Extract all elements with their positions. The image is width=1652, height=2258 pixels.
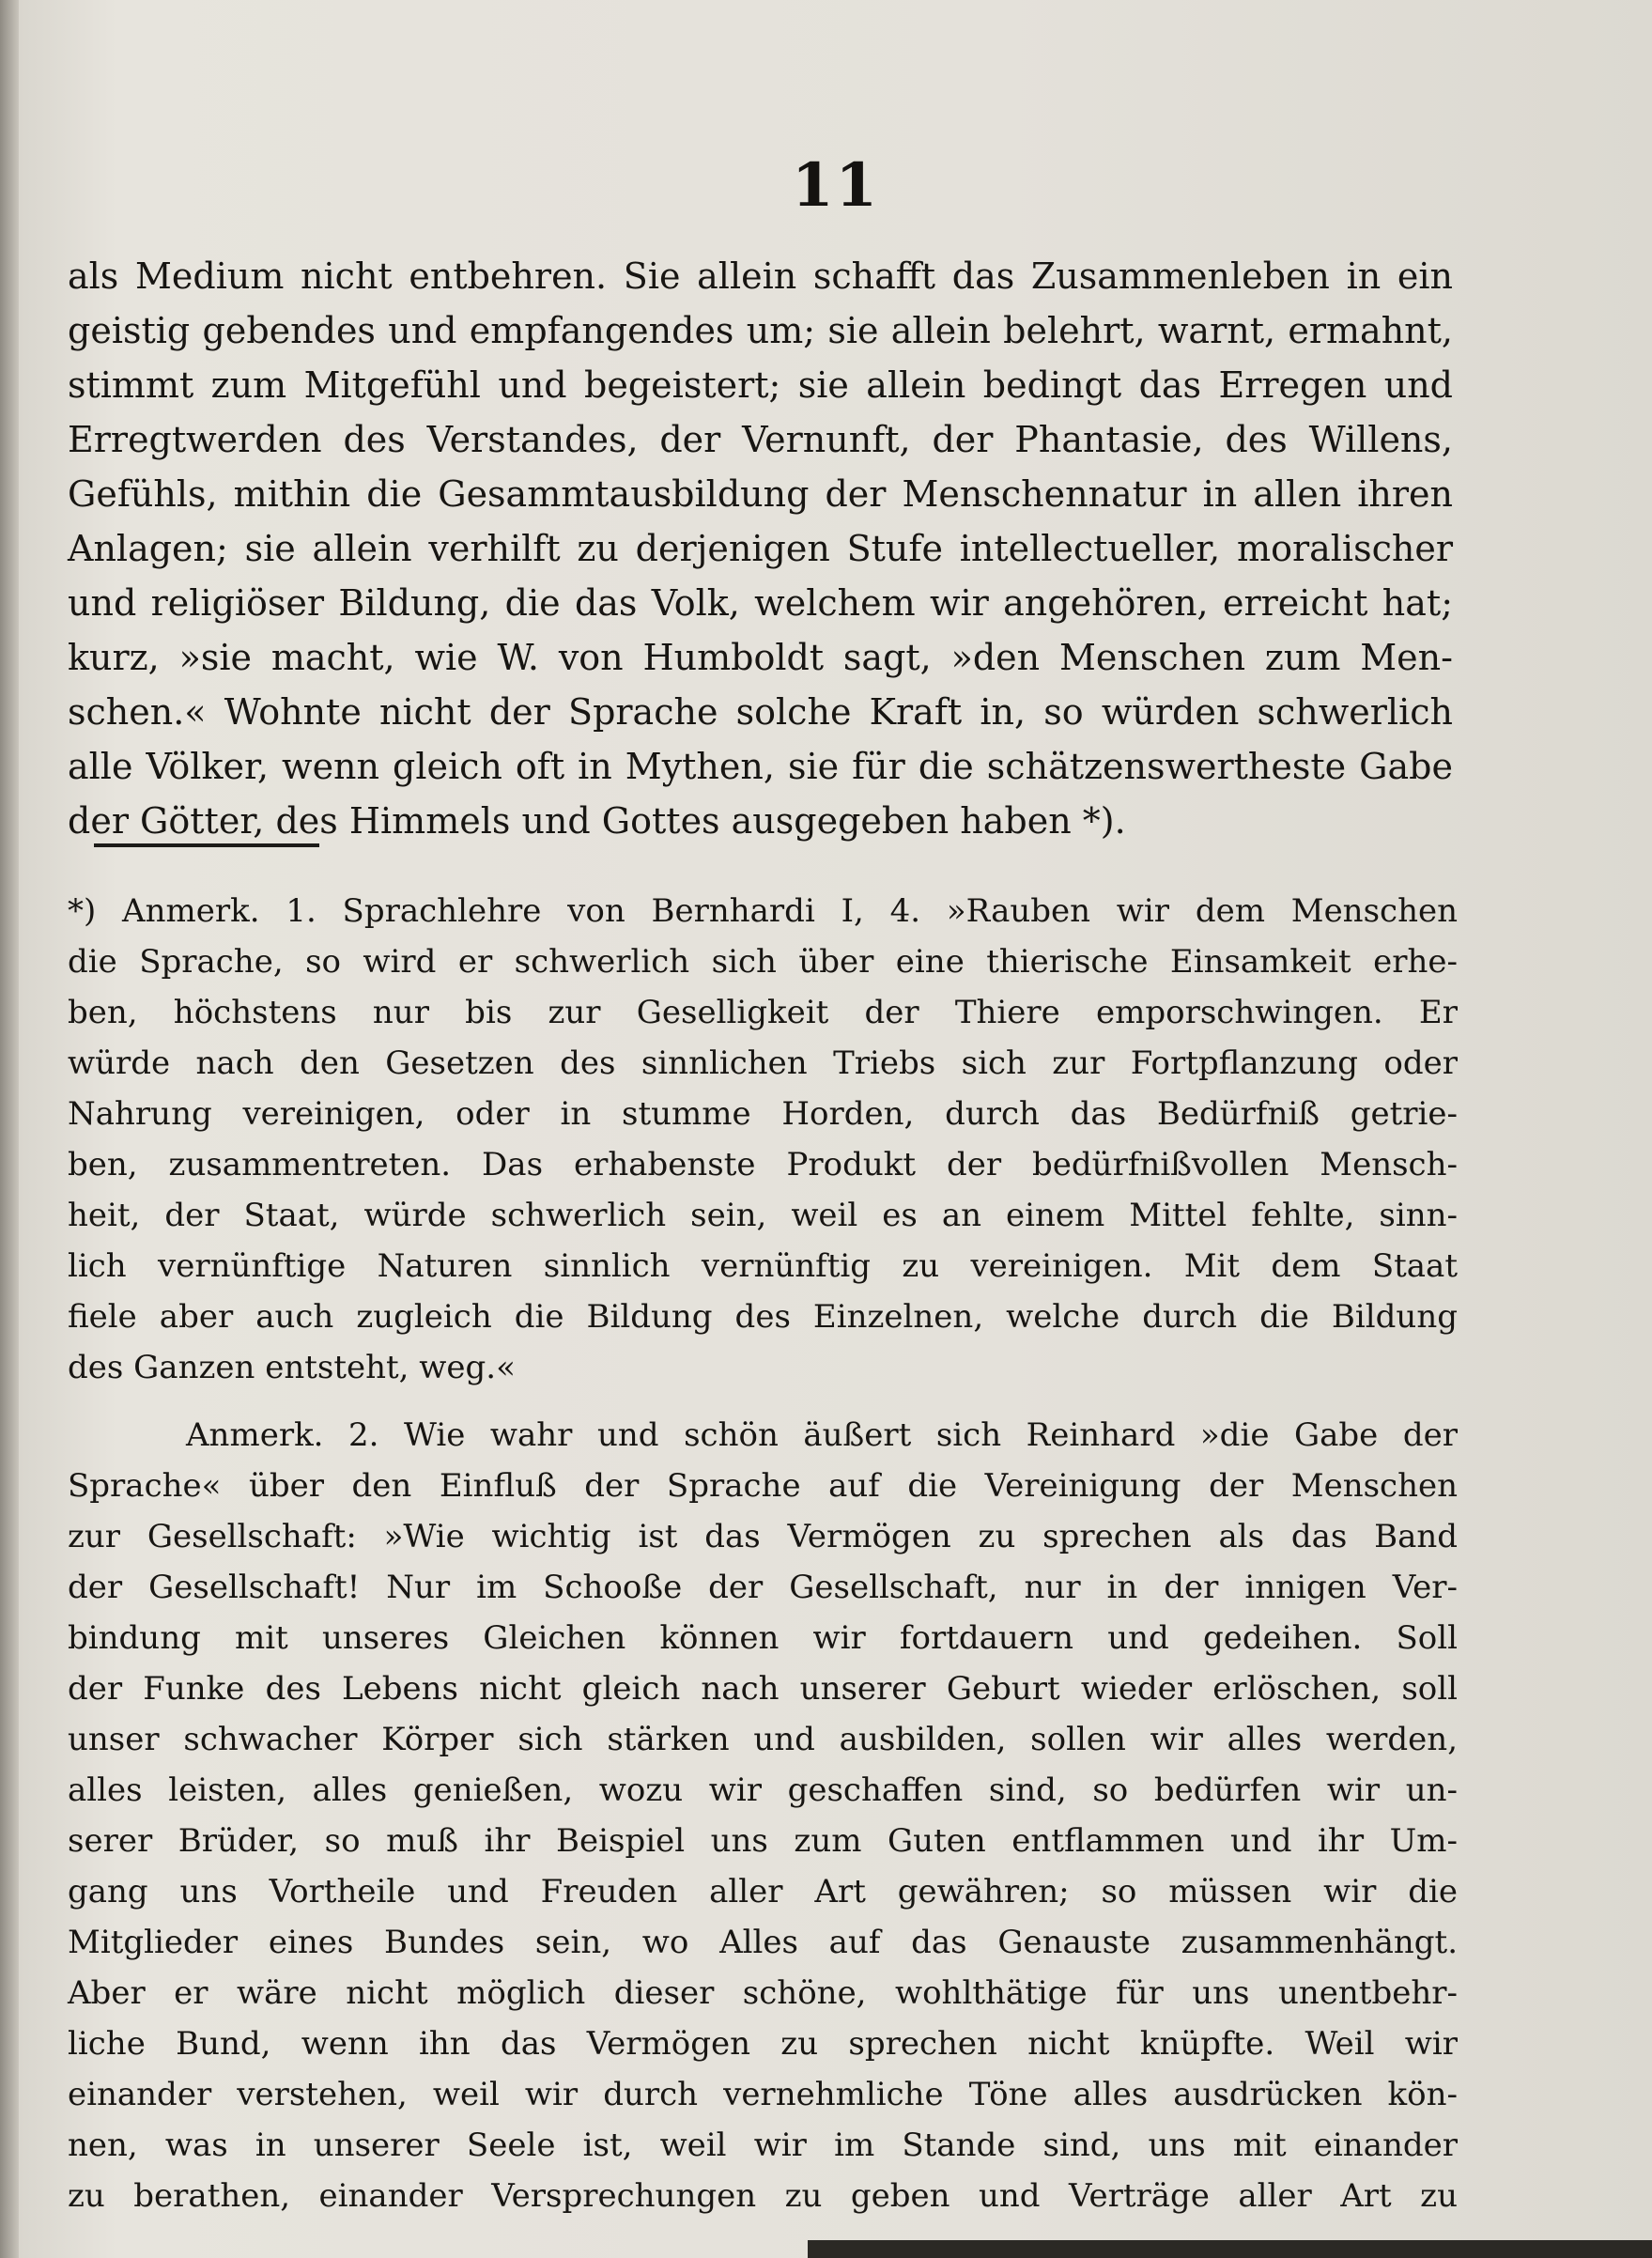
body-line: der Götter, des Himmels und Gottes ausgegeben haben *). [68,800,1126,842]
footnote-line: der Gesellschaft! Nur im Schooße der Gesellschaft, nur in der innigen Ver- [68,1569,1458,1606]
footnote-rule [94,843,319,847]
footnote-line: serer Brüder, so muß ihr Beispiel uns zum Guten entflammen und ihr Um- [68,1822,1458,1860]
footnote-line: Sprache« über den Einfluß der Sprache auf die Vereinigung der Menschen [68,1467,1458,1505]
footnote-line: Anmerk. 2. Wie wahr und schön äußert sich Reinhard »die Gabe der [186,1416,1458,1454]
body-line: schen.« Wohnte nicht der Sprache solche Kraft in, so würden schwerlich [68,691,1453,733]
footnote-line: unser schwacher Körper sich stärken und ausbilden, sollen wir alles werden, [68,1721,1458,1758]
body-line: Gefühls, mithin die Gesammtausbildung der Menschennatur in allen ihren [68,473,1453,515]
book-gutter-shadow [0,0,19,2258]
footnote-line: würde nach den Gesetzen des sinnlichen Triebs sich zur Fortpflanzung oder [68,1044,1458,1082]
body-line: Anlagen; sie allein verhilft zu derjenigen Stufe intellectueller, moralischer [68,528,1453,569]
footnote-line: alles leisten, alles genießen, wozu wir geschaffen sind, so bedürfen wir un- [68,1771,1458,1809]
page-number: 11 [791,150,880,221]
body-line: und religiöser Bildung, die das Volk, welchem wir angehören, erreicht hat; [68,582,1453,624]
footnote-line: einander verstehen, weil wir durch vernehmliche Töne alles ausdrücken kön- [68,2076,1458,2113]
footnote-line: zu berathen, einander Versprechungen zu geben und Verträge aller Art zu [68,2177,1458,2215]
footnote-line: ben, zusammentreten. Das erhabenste Produkt der bedürfnißvollen Mensch- [68,1146,1458,1183]
footnote-line: nen, was in unserer Seele ist, weil wir im Stande sind, uns mit einander [68,2127,1458,2164]
footnote-line: Aber er wäre nicht möglich dieser schöne, wohlthätige für uns unentbehr- [68,1974,1458,2012]
footnote-line: die Sprache, so wird er schwerlich sich über eine thierische Einsamkeit erhe- [68,943,1458,981]
body-line: alle Völker, wenn gleich oft in Mythen, sie für die schätzenswertheste Gabe [68,746,1453,787]
book-page [19,0,1652,2258]
footnote-line: gang uns Vortheile und Freuden aller Art gewähren; so müssen wir die [68,1873,1458,1910]
body-line: geistig gebendes und empfangendes um; sie allein belehrt, warnt, ermahnt, [68,310,1453,351]
body-line: stimmt zum Mitgefühl und begeistert; sie allein bedingt das Erregen und [68,364,1453,406]
footnote-line: liche Bund, wenn ihn das Vermögen zu sprechen nicht knüpfte. Weil wir [68,2025,1458,2063]
page-bottom-edge [808,2240,1652,2258]
body-line: Erregtwerden des Verstandes, der Vernunft, der Phantasie, des Willens, [68,419,1453,460]
body-line: kurz, »sie macht, wie W. von Humboldt sagt, »den Menschen zum Men- [68,637,1453,678]
body-line: als Medium nicht entbehren. Sie allein schafft das Zusammenleben in ein [68,255,1453,297]
footnote-line: heit, der Staat, würde schwerlich sein, weil es an einem Mittel fehlte, sinn- [68,1197,1458,1234]
footnote-line: zur Gesellschaft: »Wie wichtig ist das Vermögen zu sprechen als das Band [68,1518,1458,1555]
footnote-line: Nahrung vereinigen, oder in stumme Horden, durch das Bedürfniß getrie- [68,1095,1458,1133]
footnote-line: fiele aber auch zugleich die Bildung des Einzelnen, welche durch die Bildung [68,1298,1458,1336]
footnote-line: bindung mit unseres Gleichen können wir fortdauern und gedeihen. Soll [68,1619,1458,1657]
footnote-line: *) Anmerk. 1. Sprachlehre von Bernhardi I, 4. »Rauben wir dem Menschen [68,892,1458,930]
footnote-line: lich vernünftige Naturen sinnlich vernünftig zu vereinigen. Mit dem Staat [68,1247,1458,1285]
footnote-line: der Funke des Lebens nicht gleich nach unserer Geburt wieder erlöschen, soll [68,1670,1458,1708]
footnote-line: des Ganzen entsteht, weg.« [68,1349,516,1386]
footnote-line: Mitglieder eines Bundes sein, wo Alles auf das Genauste zusammenhängt. [68,1924,1458,1961]
footnote-line: ben, höchstens nur bis zur Geselligkeit der Thiere emporschwingen. Er [68,994,1458,1031]
